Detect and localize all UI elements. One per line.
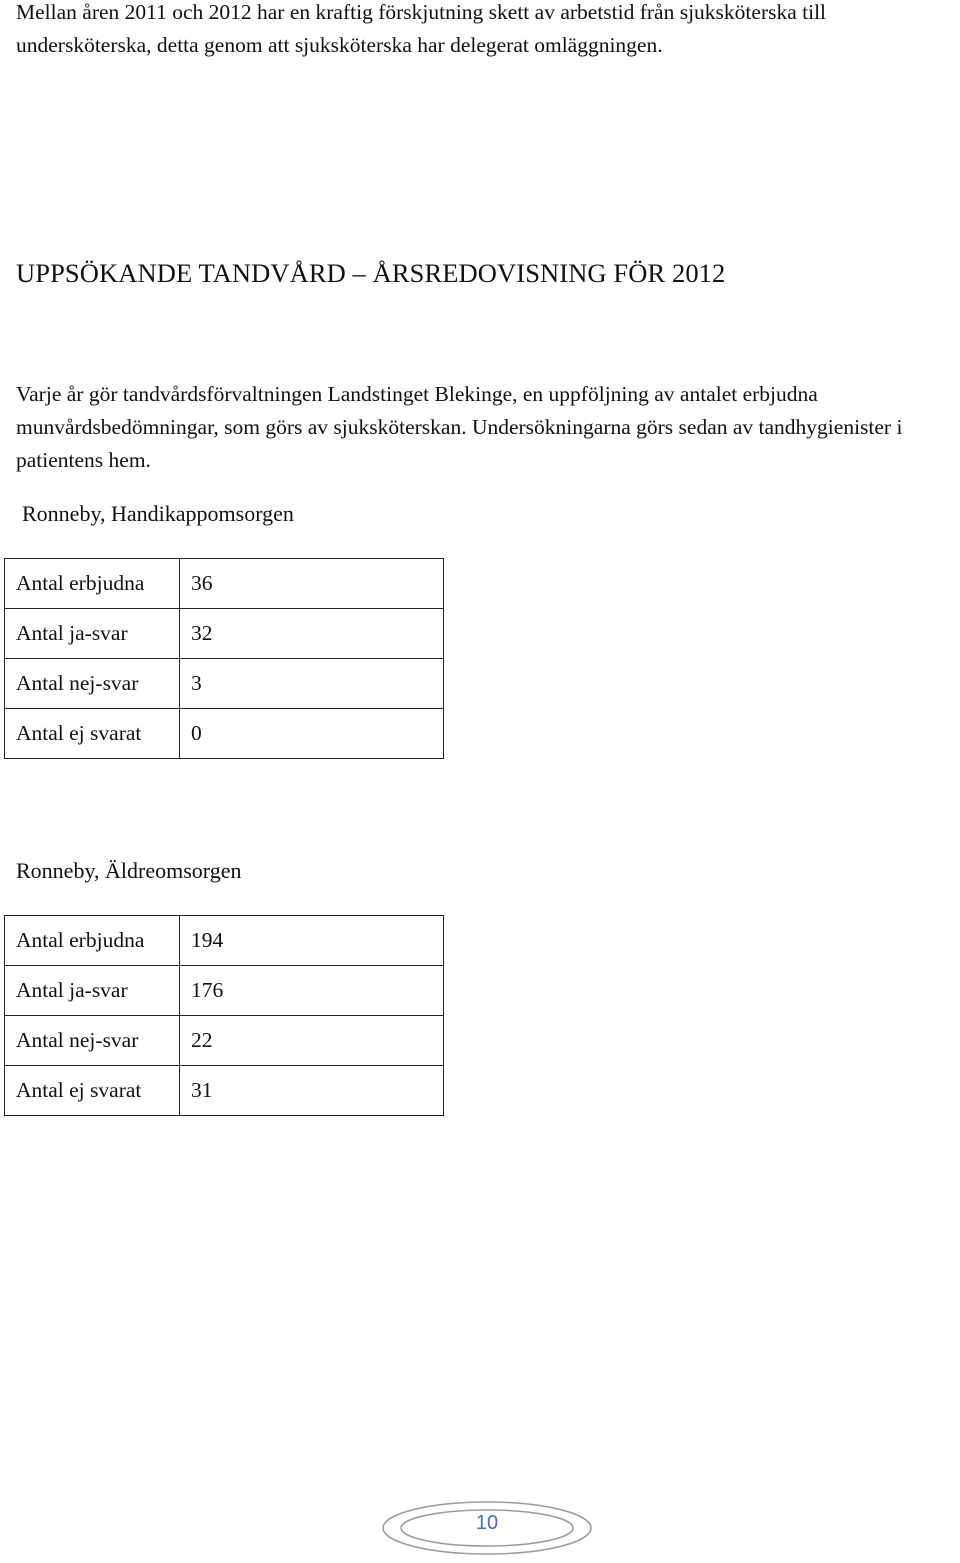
row-label: Antal ja-svar [5,966,180,1016]
page-number: 10 [475,1512,499,1534]
row-value: 0 [180,709,444,759]
table-row [5,916,444,966]
table-row [5,1016,444,1066]
stats-table-handikappomsorgen [4,558,444,759]
row-label: Antal nej-svar [5,1016,180,1066]
row-value: 36 [180,559,444,609]
row-label: Antal nej-svar [5,659,180,709]
row-label: Antal ja-svar [5,609,180,659]
table-title-handikappomsorgen: Ronneby, Handikappomsorgen [22,501,294,526]
page-number-badge [380,1498,594,1558]
row-label: Antal ej svarat [5,709,180,759]
row-value: 31 [180,1066,444,1116]
stats-table-aldreomsorgen [4,915,444,1116]
row-value: 3 [180,659,444,709]
row-value: 32 [180,609,444,659]
row-label: Antal erbjudna [5,559,180,609]
table-row [5,659,444,709]
table-title-aldreomsorgen: Ronneby, Äldreomsorgen [16,858,242,883]
row-value: 176 [180,966,444,1016]
body-paragraph: Varje år gör tandvårdsförvaltningen Landstinget Blekinge, en uppföljning av antalet erbjudna munvårdsbedömningar, som görs av sjuksköterskan. Undersökningarna görs sedan av tandhygienister i patientens hem. [16,382,903,472]
row-value: 194 [180,916,444,966]
table-row [5,559,444,609]
table-row [5,609,444,659]
row-label: Antal erbjudna [5,916,180,966]
table-row [5,709,444,759]
section-heading: UPPSÖKANDE TANDVÅRD – ÅRSREDOVISNING FÖR 2012 [16,258,726,288]
intro-paragraph: Mellan åren 2011 och 2012 har en kraftig förskjutning skett av arbetstid från sjuksköterska till undersköterska, detta genom att sjuksköterska har delegerat omläggningen. [16,0,827,57]
row-value: 22 [180,1016,444,1066]
table-row [5,966,444,1016]
table-row [5,1066,444,1116]
row-label: Antal ej svarat [5,1066,180,1116]
